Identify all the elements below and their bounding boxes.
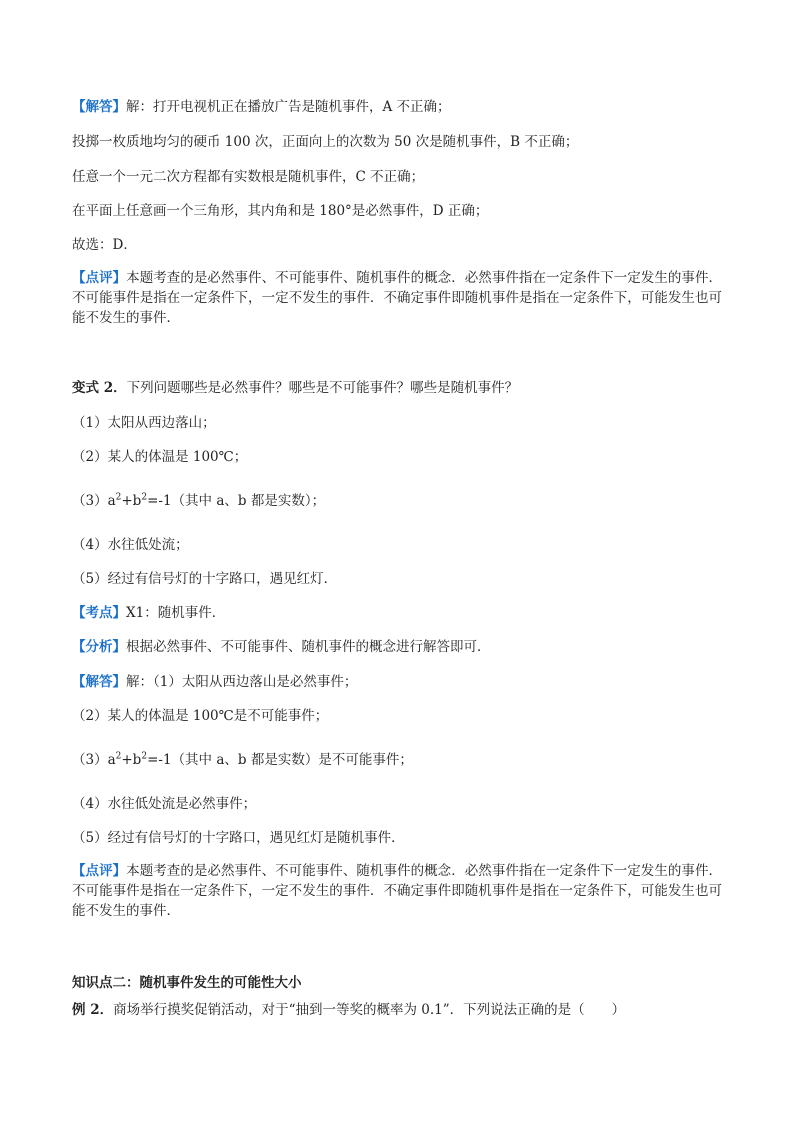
variant2-question-text: 下列问题哪些是必然事件？哪些是不可能事件？哪些是随机事件？ xyxy=(126,380,519,396)
comment-tag: 【点评】 xyxy=(72,270,127,286)
answer-tag: 【解答】 xyxy=(72,99,126,115)
answer2-line3-mid: +b xyxy=(121,752,142,768)
example2-text: 商场举行摸奖促销活动，对于“抽到一等奖的概率为 0.1”．下列说法正确的是（ ） xyxy=(113,1002,626,1018)
variant2-question xyxy=(72,378,722,398)
answer2-line5: （5）经过有信号灯的十字路口，遇见红灯是随机事件． xyxy=(72,830,405,846)
answer1-intro: 解：打开电视机正在播放广告是随机事件，A 不正确； xyxy=(126,99,451,115)
answer2-line3-suffix: =-1（其中 a、b 都是实数）是不可能事件； xyxy=(147,752,413,768)
comment1-paragraph xyxy=(72,268,722,328)
answer2-line4: （4）水往低处流是必然事件； xyxy=(72,796,257,812)
answer1-line5: 故选：D． xyxy=(72,237,137,253)
answer1-line2: 投掷一枚质地均匀的硬币 100 次，正面向上的次数为 50 次是随机事件，B 不正确； xyxy=(72,134,579,150)
section-title: 知识点二：随机事件发生的可能性大小 xyxy=(72,975,302,991)
answer-tag: 【解答】 xyxy=(72,674,126,690)
variant2-item-2: （2）某人的体温是 100℃； xyxy=(72,449,248,465)
variant2-label: 变式 2． xyxy=(72,380,127,396)
answer1-line4: 在平面上任意画一个三角形，其内角和是 180°是必然事件，D 正确； xyxy=(72,203,489,219)
fenxi-text: 根据必然事件、不可能事件、随机事件的概念进行解答即可． xyxy=(126,639,491,655)
variant2-item-4: （4）水往低处流； xyxy=(72,537,189,553)
kaodian-tag: 【考点】 xyxy=(72,605,126,621)
answer2-line3 xyxy=(72,750,722,770)
comment1-text: 本题考查的是必然事件、不可能事件、随机事件的概念．必然事件指在一定条件下一定发生的事件．不可能事件是指在一定条件下，一定不发生的事件．不确定事件即随机事件是指在一定条件下，可能发生也可能不发生的事件． xyxy=(72,270,723,326)
variant2-item-3 xyxy=(72,491,722,511)
answer2-line3-prefix: （3）a xyxy=(72,752,116,768)
answer2-line2: （2）某人的体温是 100℃是不可能事件； xyxy=(72,708,329,724)
fenxi-tag: 【分析】 xyxy=(72,639,126,655)
comment2-text: 本题考查的是必然事件、不可能事件、随机事件的概念．必然事件指在一定条件下一定发生的事件．不可能事件是指在一定条件下，一定不发生的事件．不确定事件即随机事件是指在一定条件下，可能发生也可能不发生的事件． xyxy=(72,863,723,919)
answer1-line1 xyxy=(72,97,722,117)
example2-line xyxy=(72,1000,722,1020)
item3-prefix: （3）a xyxy=(72,493,116,509)
item3-suffix: =-1（其中 a、b 都是实数）； xyxy=(147,493,326,509)
answer2-exponent-b: 2 xyxy=(141,751,148,762)
variant2-item-1: （1）太阳从西边落山； xyxy=(72,415,216,431)
item3-exponent-b: 2 xyxy=(141,492,148,503)
kaodian-text: X1：随机事件． xyxy=(126,605,226,621)
comment2-paragraph xyxy=(72,861,722,921)
answer1-line3: 任意一个一元二次方程都有实数根是随机事件，C 不正确； xyxy=(72,169,425,185)
fenxi-line xyxy=(72,637,722,657)
answer2-intro: 解：（1）太阳从西边落山是必然事件； xyxy=(126,674,358,690)
example2-label: 例 2． xyxy=(72,1002,114,1018)
answer2-exponent-a: 2 xyxy=(115,751,122,762)
answer2-line1 xyxy=(72,672,722,692)
kaodian-line xyxy=(72,603,722,623)
comment-tag: 【点评】 xyxy=(72,863,127,879)
item3-mid: +b xyxy=(121,493,142,509)
item3-exponent-a: 2 xyxy=(115,492,122,503)
variant2-item-5: （5）经过有信号灯的十字路口，遇见红灯． xyxy=(72,571,338,587)
